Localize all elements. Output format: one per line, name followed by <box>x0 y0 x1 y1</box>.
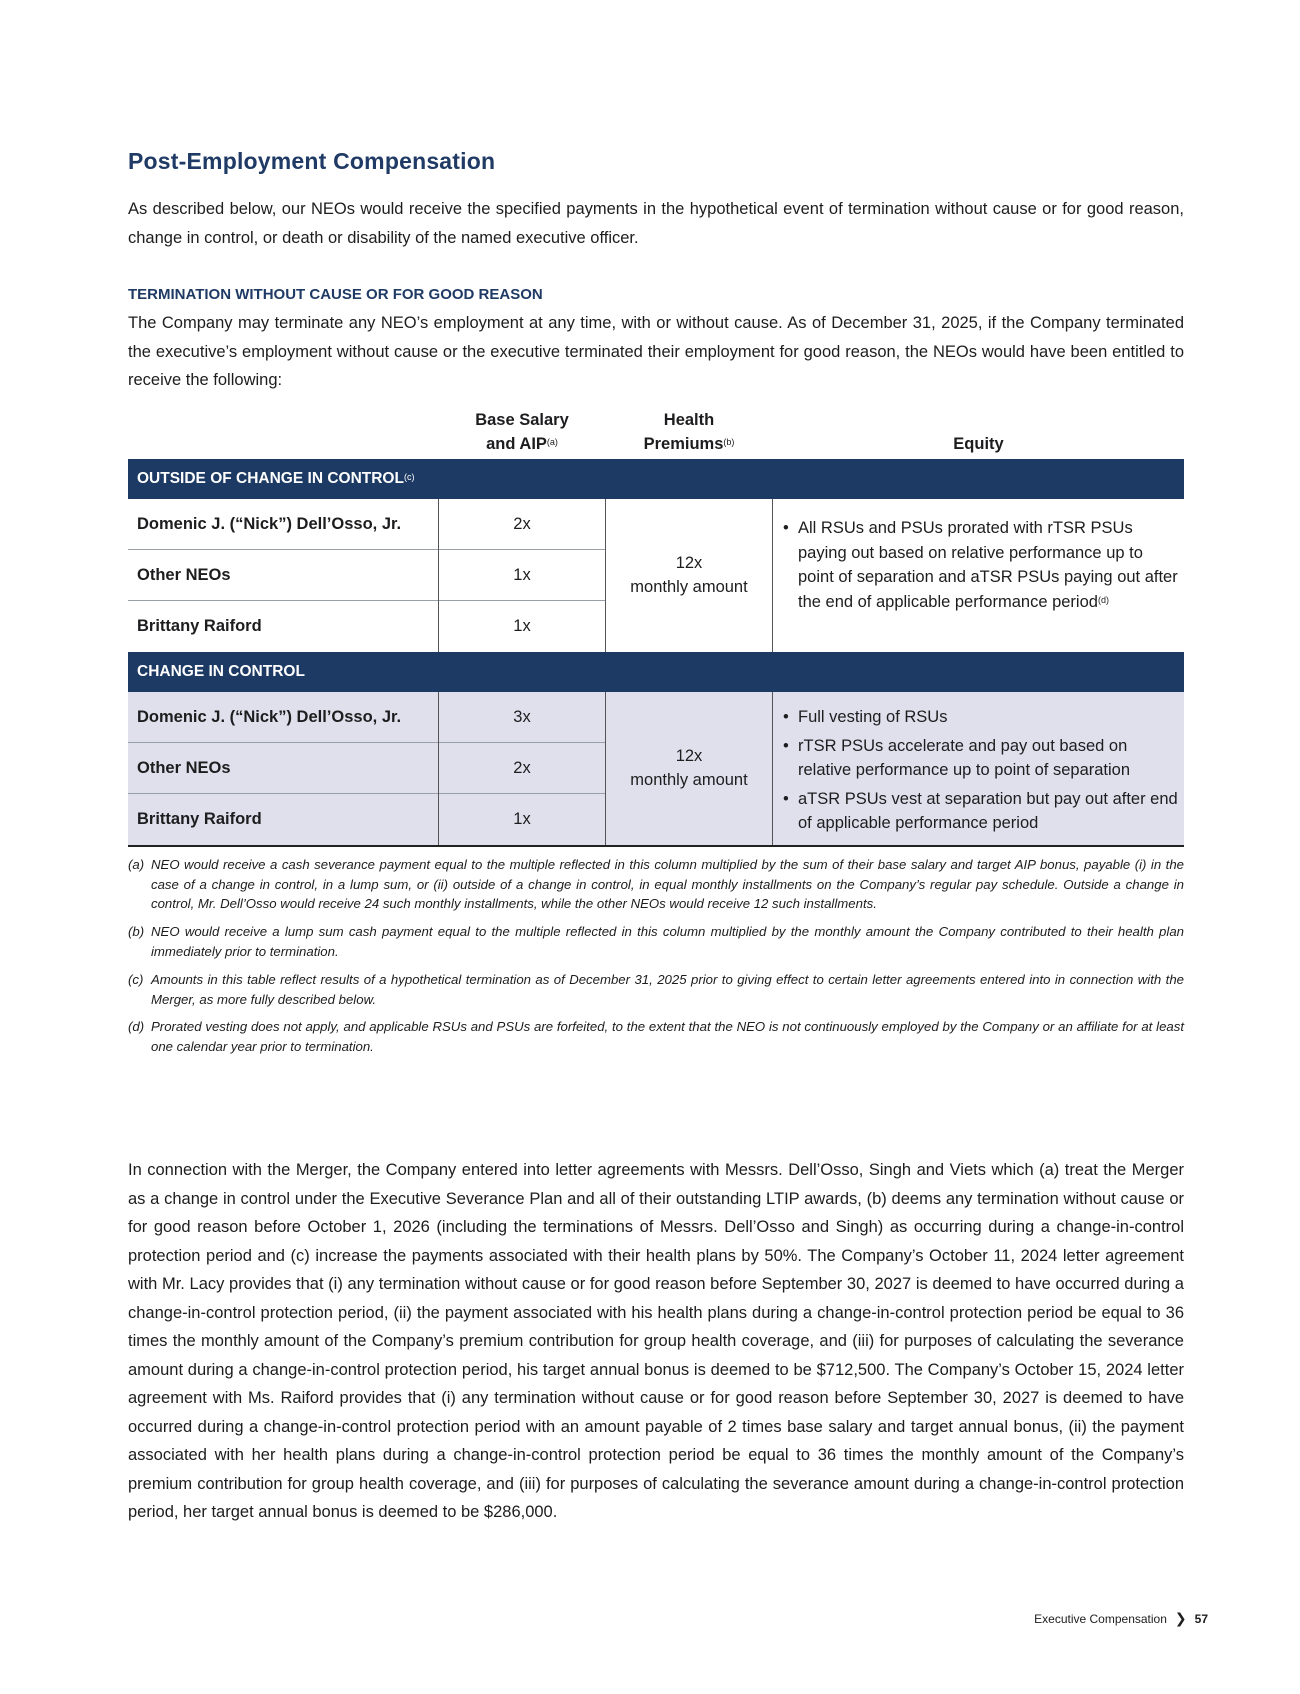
column-divider <box>438 499 439 652</box>
section-outside-change-in-control <box>128 499 1184 652</box>
chevron-right-icon: ❯ <box>1174 1610 1187 1626</box>
footnote-b: (b) NEO would receive a lump sum cash payment equal to the multiple reflected in this column multiplied by the monthly amount the Company contributed to their health plan immediately prior to termination. <box>128 924 1184 959</box>
section-heading: TERMINATION WITHOUT CAUSE OR FOR GOOD REASON <box>128 286 543 303</box>
base-salary-multiple: 2x <box>439 743 605 794</box>
equity-bullet: • Full vesting of RSUs <box>783 705 1178 730</box>
base-salary-multiple: 1x <box>513 810 531 828</box>
footnote-d: (d) Prorated vesting does not apply, and applicable RSUs and PSUs are forfeited, to the extent that the NEO is not continuously employed by the Company or an affiliate for at least one calendar year prior to termination. <box>128 1019 1184 1054</box>
page-title: Post-Employment Compensation <box>128 148 496 174</box>
footnote-a: (a) NEO would receive a cash severance payment equal to the multiple reflected in this column multiplied by the sum of their base salary and target AIP bonus, payable (i) in the case of a change in control, in a lump sum, or (ii) outside of a change in control, in equal monthly installments on the Company’s regular pay schedule. Outside a change in control, Mr. Dell’Osso would receive 24 such monthly installments, while the other NEOs would receive 12 such installments. <box>128 857 1184 911</box>
footnote-c: (c) Amounts in this table reflect results of a hypothetical termination as of December 31, 2025 prior to giving effect to certain letter agreements entered into in connection with the Merger, as more fully described below. <box>128 972 1184 1007</box>
table-row-name: Other NEOs <box>128 550 438 601</box>
table-row-name: Brittany Raiford <box>137 810 262 828</box>
page-number: 57 <box>1194 1611 1208 1626</box>
health-premiums-value: 12x monthly amount <box>630 747 748 789</box>
merger-paragraph: In connection with the Merger, the Company entered into letter agreements with Messrs. Dell’Osso, Singh and Viets which (a) treat the Merger as a change in control under the Executive Severance Plan and all of their outstanding LTIP awards, (b) deems any termination without cause or for good reason before October 1, 2026 (including the terminations of Messrs. Dell’Osso and Singh) as occurring during a change-in-control protection period and (c) increase the payments associated with their health plans by 50%. The Company’s October 11, 2024 letter agreement with Mr. Lacy provides that (i) any termination without cause or for good reason before September 30, 2027 is deemed to have occurred during a change-in-control protection period, (ii) the payment associated with his health plans during a change-in-control protection period be equal to 36 times the monthly amount of the Company’s premium contribution for group health coverage, and (iii) for purposes of calculating the severance amount during a change-in-control protection period, his target annual bonus is deemed to be $712,500. The Company’s October 15, 2024 letter agreement with Ms. Raiford provides that (i) any termination without cause or for good reason before September 30, 2027 is deemed to have occurred during a change-in-control protection period with an amount payable of 2 times base salary and target annual bonus, (ii) the payment associated with her health plans during a change-in-control protection period be equal to 36 times the monthly amount of the Company’s premium contribution for group health coverage, and (iii) for purposes of calculating the severance amount during a change-in-control protection period, her target annual bonus is deemed to be $286,000. <box>128 1161 1184 1521</box>
equity-bullet: • aTSR PSUs vest at separation but pay out after end of applicable performance period <box>783 787 1178 836</box>
column-divider <box>438 692 439 845</box>
equity-bullet: • All RSUs and PSUs prorated with rTSR PSUs paying out based on relative performance up to point of separation and aTSR PSUs paying out after the end of applicable performance period$^{(d)}$ <box>783 516 1178 614</box>
equity-treatment <box>783 516 1178 618</box>
section-paragraph: The Company may terminate any NEO’s employment at any time, with or without cause. As of December 31, 2025, if the Company terminated the executive’s employment without cause or the executive terminated their employment for good reason, the NEOs would have been entitled to receive the following: <box>128 314 1184 389</box>
table-row-name: Brittany Raiford <box>137 617 262 635</box>
intro-paragraph: As described below, our NEOs would receive the specified payments in the hypothetical event of termination without cause or for good reason, change in control, or death or disability of the named executive officer. <box>128 200 1184 247</box>
table-row-name: Domenic J. (“Nick”) Dell’Osso, Jr. <box>128 499 438 550</box>
column-header-equity: Equity <box>953 435 1004 453</box>
table-row-name: Domenic J. (“Nick”) Dell’Osso, Jr. <box>128 692 438 743</box>
band-change-in-control: CHANGE IN CONTROL <box>128 652 1184 692</box>
health-premiums-value: 12x monthly amount <box>630 554 748 596</box>
column-header-base-salary: Base Salary and AIP$^{(a)}$ <box>475 411 569 453</box>
base-salary-multiple: 2x <box>439 499 605 550</box>
equity-treatment <box>783 705 1178 840</box>
table-bottom-rule <box>128 845 1184 847</box>
equity-bullet: • rTSR PSUs accelerate and pay out based on relative performance up to point of separation <box>783 734 1178 783</box>
band-outside-change-in-control: OUTSIDE OF CHANGE IN CONTROL$^{(c)}$ <box>128 459 1184 499</box>
section-change-in-control <box>128 692 1184 845</box>
base-salary-multiple: 3x <box>439 692 605 743</box>
footer-section-label: Executive Compensation <box>1034 1611 1167 1626</box>
column-divider <box>772 692 773 845</box>
base-salary-multiple: 1x <box>439 550 605 601</box>
base-salary-multiple: 1x <box>513 617 531 635</box>
column-divider <box>772 499 773 652</box>
page-footer <box>1034 1610 1208 1627</box>
column-header-health-premiums: Health Premiums$^{(b)}$ <box>643 411 735 453</box>
table-row-name: Other NEOs <box>128 743 438 794</box>
